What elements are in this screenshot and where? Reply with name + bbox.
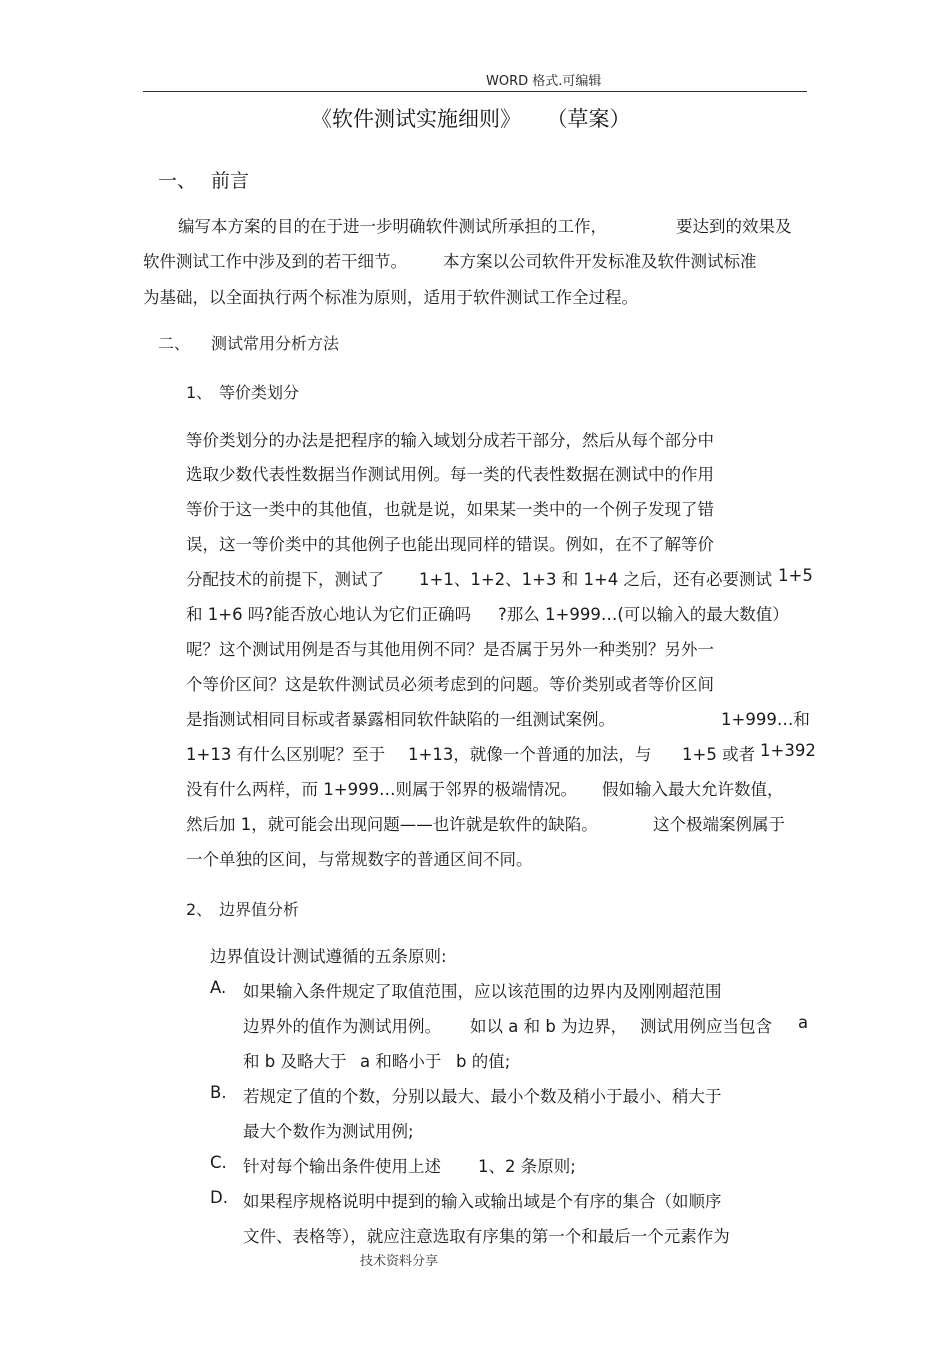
title-main: 《软件测试实施细则》: [311, 107, 521, 131]
item-c-line: 针对每个输出条件使用上述: [243, 1157, 441, 1176]
section1-line-1b: 要达到的效果及: [676, 217, 792, 236]
item-a-line: 如果输入条件规定了取值范围，应以该范围的边界内及刚刚超范围: [243, 982, 722, 1001]
item-marker-c: C.: [210, 1153, 227, 1172]
sub1-line: 假如输入最大允许数值，: [602, 780, 784, 799]
item-marker-a: A.: [210, 978, 227, 997]
item-b-line: 若规定了值的个数，分别以最大、最小个数及稍小于最小、稍大于: [243, 1087, 722, 1106]
header-divider: [143, 91, 807, 92]
item-a-line: a: [798, 1013, 809, 1032]
sub1-line: 1+392: [760, 741, 816, 760]
sub1-line: 和 1+6 吗?能否放心地认为它们正确吗: [186, 605, 472, 624]
sub1-line: 是指测试相同目标或者暴露相同软件缺陷的一组测试案例。: [186, 710, 615, 729]
sub1-line: 选取少数代表性数据当作测试用例。每一类的代表性数据在测试中的作用: [186, 465, 714, 484]
item-d-line: 文件、表格等），就应注意选取有序集的第一个和最后一个元素作为: [243, 1227, 730, 1246]
item-c-line: 1、2 条原则;: [478, 1157, 576, 1176]
item-a-line: b 的值;: [456, 1052, 511, 1071]
item-a-line: 边界外的值作为测试用例。: [243, 1017, 441, 1036]
sub2-number: 2、: [186, 900, 213, 919]
sub1-line: 这个极端案例属于: [653, 815, 785, 834]
sub2-intro: 边界值设计测试遵循的五条原则:: [210, 947, 447, 966]
sub1-line: 然后加 1，就可能会出现问题——也许就是软件的缺陷。: [186, 815, 598, 834]
title-sub: （草案）: [557, 107, 631, 131]
sub1-line: 等价类划分的办法是把程序的输入域划分成若干部分，然后从每个部分中: [186, 431, 714, 450]
sub1-line: 1+13，就像一个普通的加法，与: [408, 745, 652, 764]
item-d-line: 如果程序规格说明中提到的输入或输出域是个有序的集合（如顺序: [243, 1192, 722, 1211]
section2-heading: 测试常用分析方法: [211, 334, 340, 353]
sub1-number: 1、: [186, 383, 213, 402]
sub1-line: 1+5 或者: [682, 745, 756, 764]
sub1-line: 1+5: [778, 566, 813, 585]
item-marker-d: D.: [210, 1188, 228, 1207]
section1-line-2a: 软件测试工作中涉及到的若干细节。: [143, 252, 407, 271]
section1-number: 一、: [158, 170, 197, 192]
sub1-line: 个等价区间？这是软件测试员必须考虑到的问题。等价类别或者等价区间: [186, 675, 714, 694]
document-title: [311, 103, 631, 133]
section1-heading: 前言: [211, 170, 250, 192]
sub2-heading: 边界值分析: [219, 900, 300, 919]
sub1-heading: 等价类划分: [219, 383, 300, 402]
sub1-line: ?那么 1+999…(可以输入的最大数值）: [498, 605, 789, 624]
page-header-text: WORD 格式.可编辑: [486, 74, 602, 89]
sub1-line: 等价于这一类中的其他值，也就是说，如果某一类中的一个例子发现了错: [186, 500, 714, 519]
section1-line-2b: 本方案以公司软件开发标准及软件测试标准: [443, 252, 757, 271]
item-a-line: 测试用例应当包含: [640, 1017, 772, 1036]
page-footer-text: 技术资料分享: [360, 1254, 439, 1269]
item-b-line: 最大个数作为测试用例;: [243, 1122, 414, 1141]
sub1-line: 1+999…和: [721, 710, 810, 729]
section2-number: 二、: [158, 334, 191, 353]
sub1-line: 1+1、1+2、1+3 和 1+4 之后，还有必要测试: [419, 570, 773, 589]
item-a-line: 和 b 及略大于: [243, 1052, 347, 1071]
sub1-line: 呢？这个测试用例是否与其他用例不同？是否属于另外一种类别？另外一: [186, 640, 714, 659]
sub1-line: 一个单独的区间，与常规数字的普通区间不同。: [186, 850, 533, 869]
item-marker-b: B.: [210, 1083, 227, 1102]
sub1-line: 误，这一等价类中的其他例子也能出现同样的错误。例如，在不了解等价: [186, 535, 714, 554]
item-a-line: a 和略小于: [360, 1052, 442, 1071]
sub1-line: 没有什么两样，而 1+999…则属于邻界的极端情况。: [186, 780, 578, 799]
item-a-line: 如以 a 和 b 为边界，: [470, 1017, 628, 1036]
section1-line-3: 为基础，以全面执行两个标准为原则，适用于软件测试工作全过程。: [143, 288, 638, 307]
section1-line-1a: 编写本方案的目的在于进一步明确软件测试所承担的工作，: [178, 217, 607, 236]
sub1-line: 1+13 有什么区别呢？至于: [186, 745, 386, 764]
sub1-line: 分配技术的前提下，测试了: [186, 570, 384, 589]
